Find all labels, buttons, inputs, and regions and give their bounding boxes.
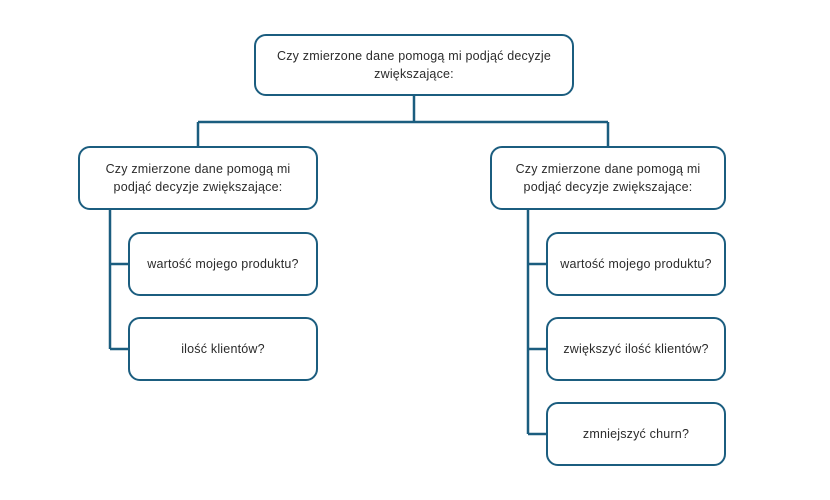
node-left-child-2[interactable] xyxy=(128,317,318,381)
node-left-branch-label: Czy zmierzone dane pomogą mi podjąć decyzje zwiększające: xyxy=(105,161,291,194)
node-left-child-1-label: wartość mojego produktu? xyxy=(147,256,299,271)
node-root[interactable] xyxy=(254,34,574,96)
node-right-child-3[interactable] xyxy=(546,402,726,466)
node-right-child-3-label: zmniejszyć churn? xyxy=(582,426,690,441)
node-left-branch[interactable] xyxy=(78,146,318,210)
node-right-child-2[interactable] xyxy=(546,317,726,381)
node-left-child-1[interactable] xyxy=(128,232,318,296)
node-right-branch[interactable] xyxy=(490,146,726,210)
node-root-label: Czy zmierzone dane pomogą mi podjąć decyzje zwiększające: xyxy=(276,48,551,81)
node-right-child-1-label: wartość mojego produktu? xyxy=(560,256,712,271)
node-left-child-2-label: ilość klientów? xyxy=(181,341,265,356)
node-right-branch-label: Czy zmierzone dane pomogą mi podjąć decyzje zwiększające: xyxy=(515,161,701,194)
node-right-child-1[interactable] xyxy=(546,232,726,296)
node-right-child-2-label: zwiększyć ilość klientów? xyxy=(563,341,709,356)
